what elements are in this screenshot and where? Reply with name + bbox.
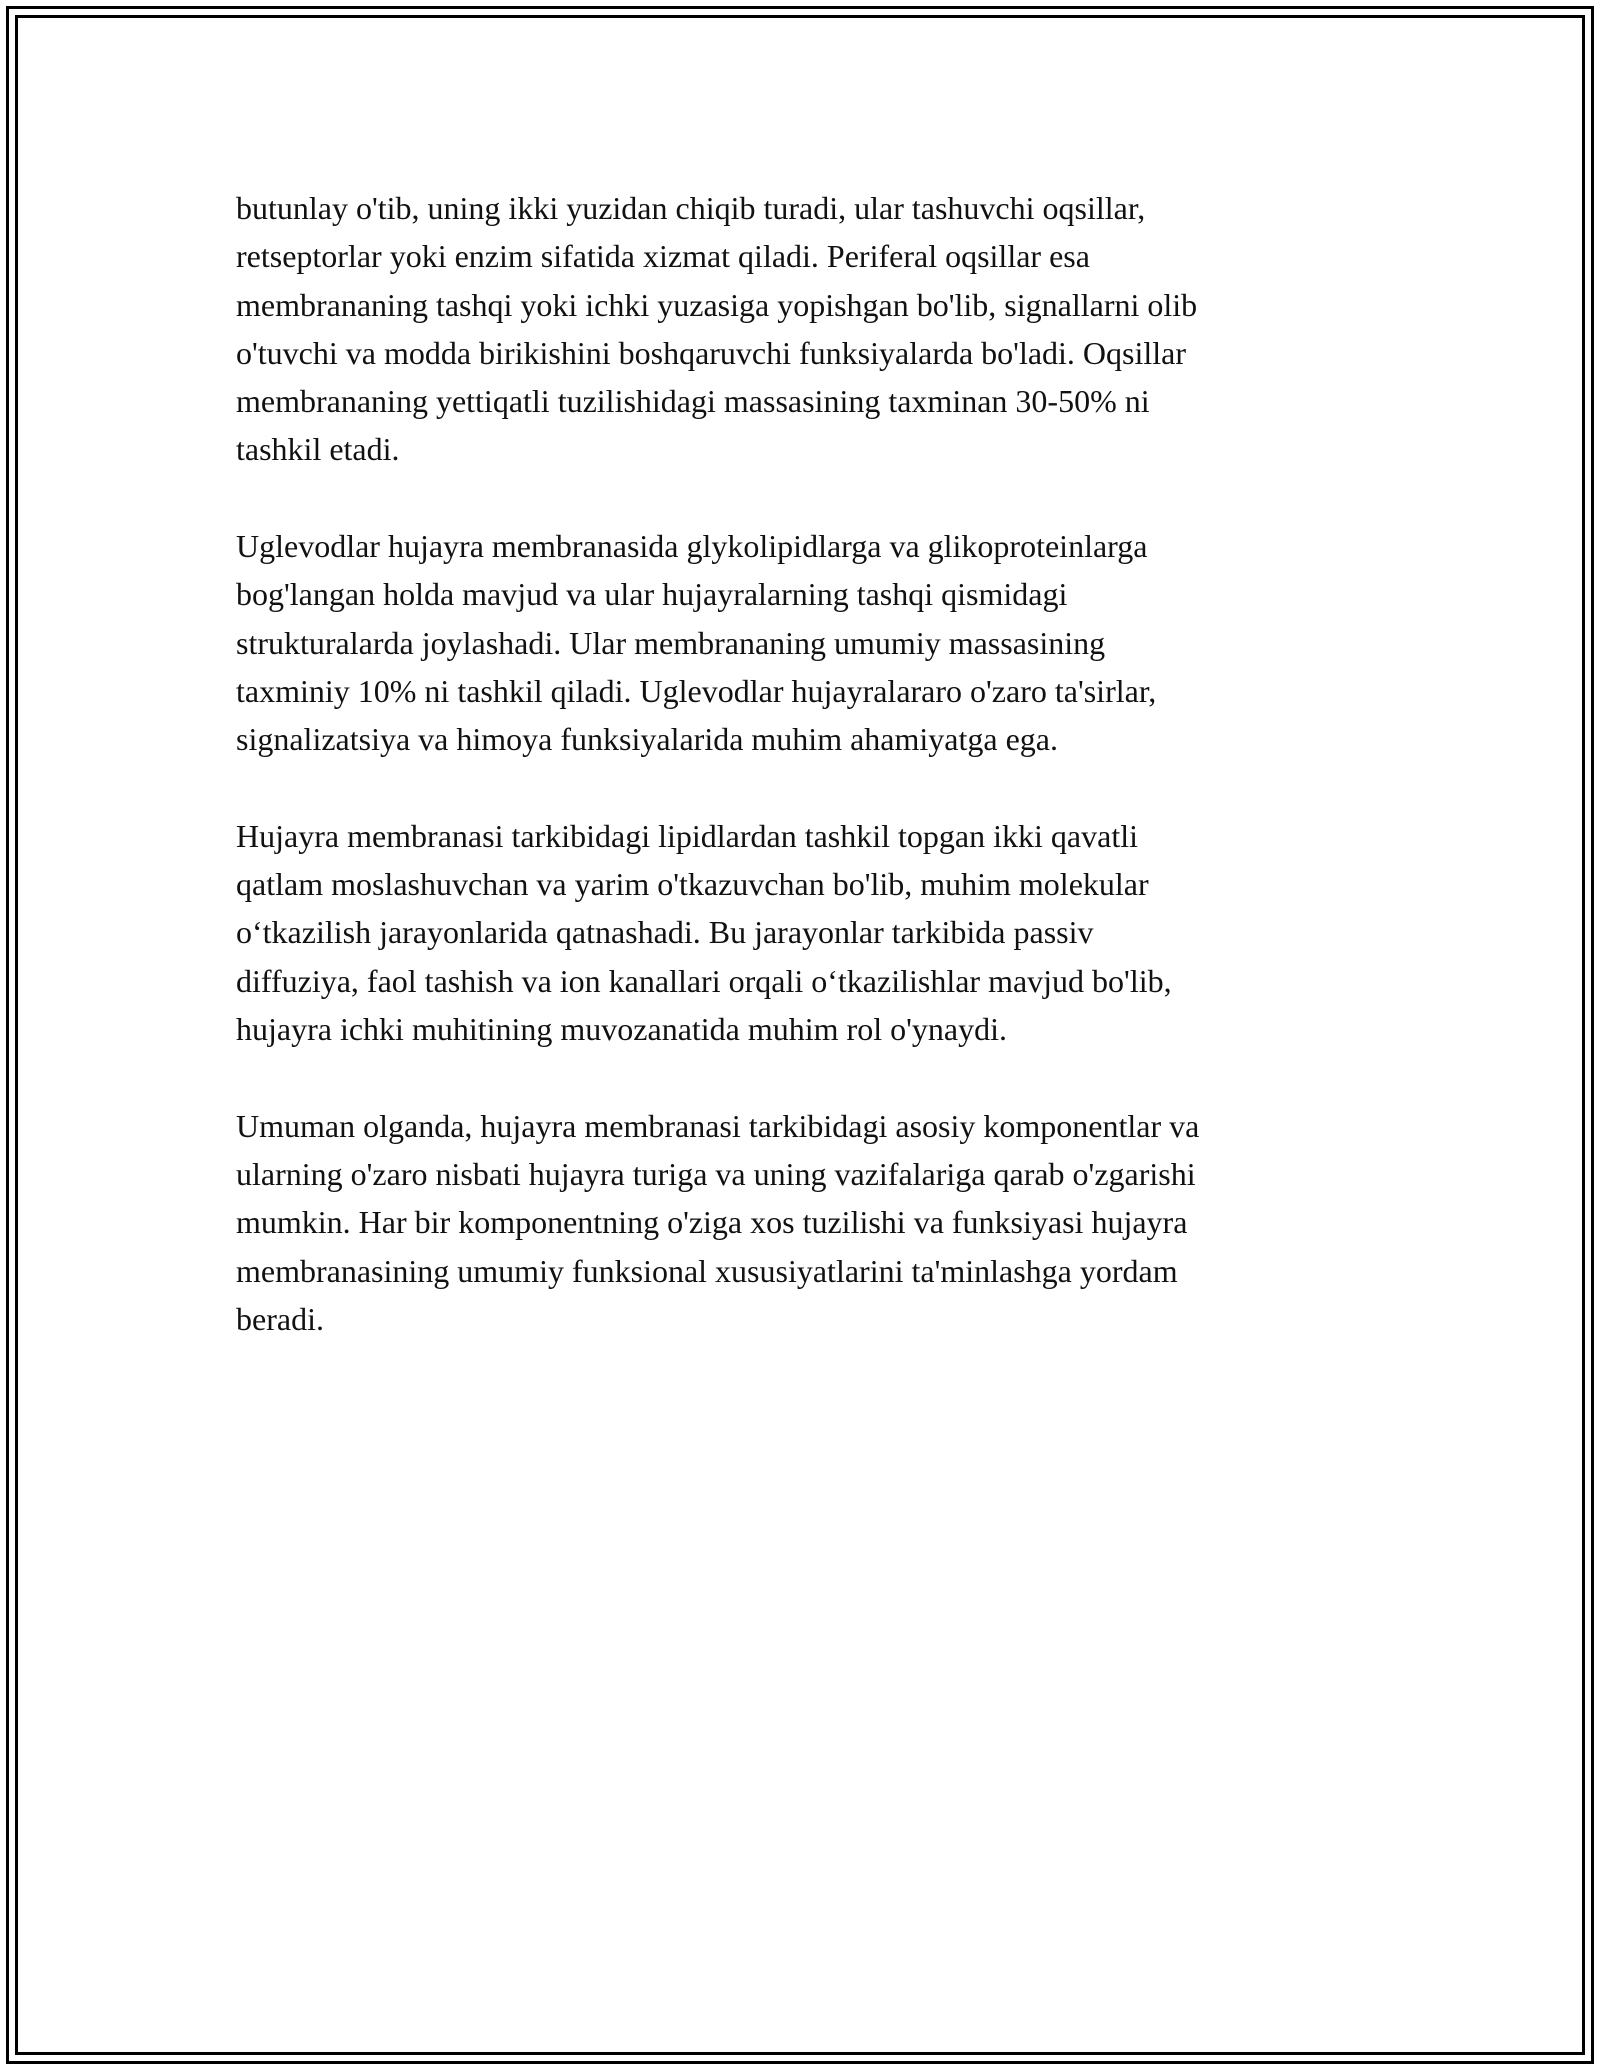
paragraph-lipid-bilayer: Hujayra membranasi tarkibidagi lipidlardan tashkil topgan ikki qavatli qatlam moslashuvchan va yarim o'tkazuvchan bo'lib, muhim molekular o‘tkazilish jarayonlarida qatnashadi. Bu jarayonlar tarkibida passiv diffuziya, faol tashish va ion kanallari orqali o‘tkazilishlar mavjud bo'lib, hujayra ichki muhitining muvozanatida muhim rol o'ynaydi. — [236, 817, 1172, 1048]
document-body — [236, 184, 1366, 1391]
paragraph-carbohydrates: Uglevodlar hujayra membranasida glykolipidlarga va glikoproteinlarga bog'langan holda mavjud va ular hujayralarning tashqi qismidagi strukturalarda joylashadi. Ular membrananing umumiy massasining taxminiy 10% ni tashkil qiladi. Uglevodlar hujayralararo o'zaro ta'sirlar, signalizatsiya va himoya funksiyalarida muhim ahamiyatga ega. — [236, 528, 1157, 758]
paragraph-proteins: butunlay o'tib, uning ikki yuzidan chiqib turadi, ular tashuvchi oqsillar, retseptorlar yoki enzim sifatida xizmat qiladi. Periferal oqsillar esa membrananing tashqi yoki ichki yuzasiga yopishgan bo'lib, signallarni olib o'tuvchi va modda birikishini boshqaruvchi funksiyalarda bo'ladi. Oqsillar membrananing yettiqatli tuzilishidagi massasining taxminan 30-50% ni tashkil etadi. — [236, 190, 1198, 468]
paragraph-summary: Umuman olganda, hujayra membranasi tarkibidagi asosiy komponentlar va ularning o'zaro nisbati hujayra turiga va uning vazifalariga qarab o'zgarishi mumkin. Har bir komponentning o'ziga xos tuzilishi va funksiyasi hujayra membranasining umumiy funksional xususiyatlarini ta'minlashga yordam beradi. — [236, 1107, 1200, 1337]
